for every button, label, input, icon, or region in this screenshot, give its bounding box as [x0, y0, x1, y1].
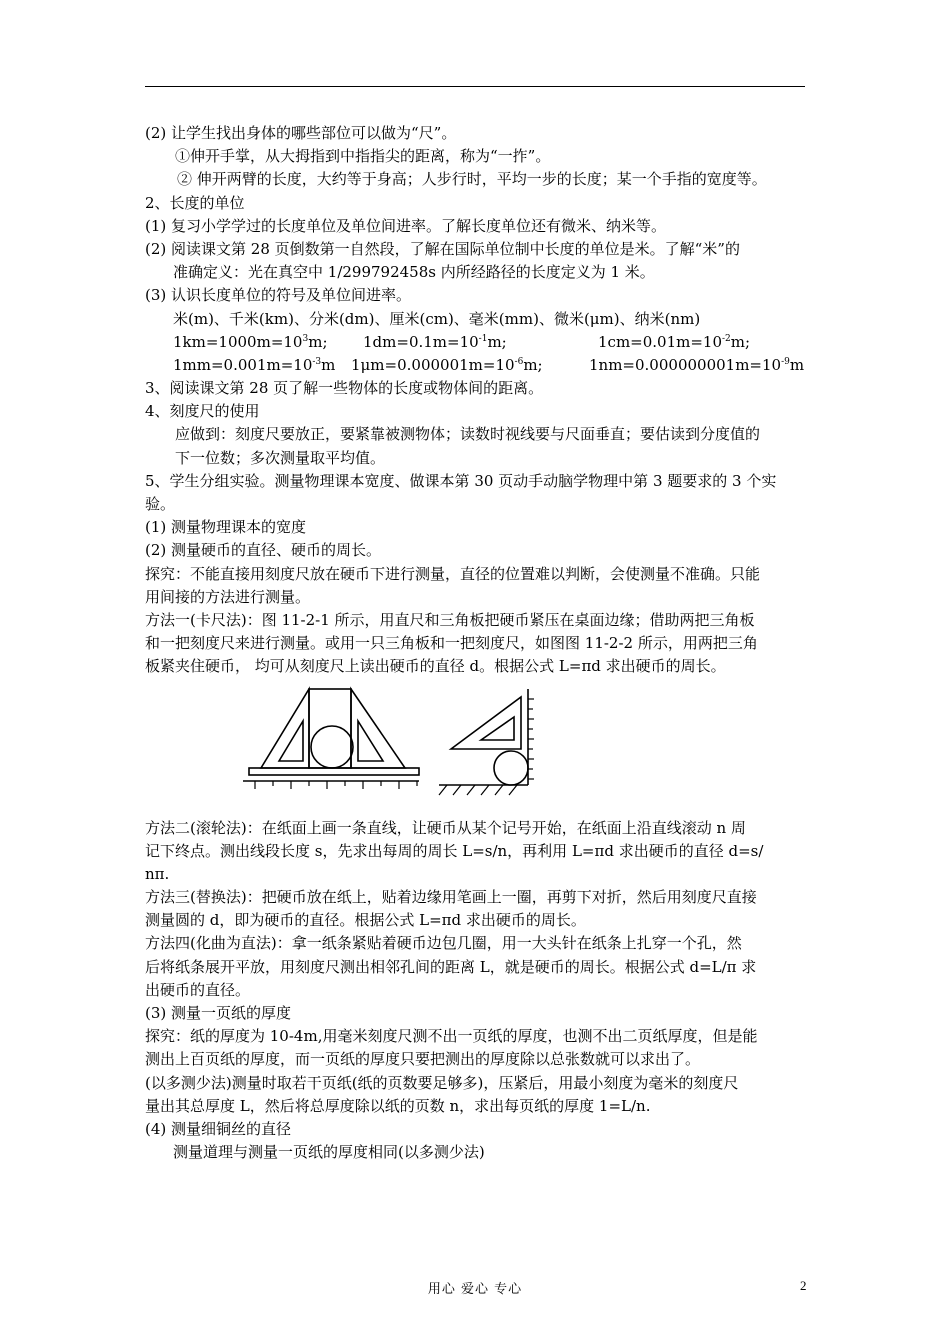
- page-number: 2: [800, 1278, 807, 1293]
- paragraph: (2) 阅读课文第 28 页倒数第一自然段，了解在国际单位制中长度的单位是米。了解“米”的: [145, 239, 740, 258]
- header-rule: [145, 86, 805, 87]
- paragraph: 方法一(卡尺法)：图 11-2-1 所示，用直尺和三角板把硬币紧压在桌面边缘；借助两把三角板: [145, 610, 755, 629]
- paragraph: nπ.: [145, 864, 170, 883]
- paragraph: ①伸开手掌，从大拇指到中指指尖的距离，称为“一拃”。: [175, 147, 551, 166]
- coin-right: [494, 751, 528, 785]
- conversion-nm: $1nm=0.000000001m=10^{-9}m$: [589, 355, 805, 374]
- conversion-cm: $1cm=0.01m=10^{-2}m$;: [598, 332, 751, 351]
- paragraph: 板紧夹住硬币， 均可从刻度尺上读出硬币的直径 d。根据公式 L=πd 求出硬币的周长。: [145, 657, 726, 676]
- coin: [311, 726, 353, 768]
- paragraph: 探究：不能直接用刻度尺放在硬币下进行测量，直径的位置难以判断，会使测量不准确。只能: [145, 564, 761, 583]
- paragraph: 用间接的方法进行测量。: [145, 587, 311, 606]
- conversion-mm: $1mm=0.001m=10^{-3}m$: [173, 355, 336, 374]
- page-footer: [0, 1278, 950, 1298]
- paragraph: 记下终点。测出线段长度 s，先求出每周的周长 L=s/n，再利用 L=πd 求出硬币的直径 d=s/: [145, 841, 764, 860]
- ruler: [249, 768, 419, 775]
- paragraph: 测出上百页纸的厚度，而一页纸的厚度只要把测出的厚度除以总张数就可以求出了。: [145, 1050, 701, 1069]
- paragraph: 验。: [145, 495, 176, 513]
- conversion-km: $1km=1000m=10^3m$;: [173, 332, 328, 351]
- paragraph: 探究：纸的厚度为 10-4m,用毫米刻度尺测不出一页纸的厚度，也测不出二页纸厚度，但是能: [145, 1027, 758, 1046]
- paragraph: 方法二(滚轮法)：在纸面上画一条直线，让硬币从某个记号开始，在纸面上沿直线滚动 n 周: [145, 818, 746, 837]
- section-heading: 3、阅读课文第 28 页了解一些物体的长度或物体间的距离。: [145, 379, 544, 398]
- paragraph: 量出其总厚度 L，然后将总厚度除以纸的页数 n，求出每页纸的厚度 1=L/n.: [145, 1096, 651, 1115]
- right-set-square: [351, 689, 405, 768]
- coin-measurement-illustration: [241, 685, 721, 813]
- paragraph: 方法四(化曲为直法)：拿一纸条紧贴着硬币边包几圈，用一大头针在纸条上扎穿一个孔，然: [145, 934, 742, 953]
- paragraph: 和一把刻度尺来进行测量。或用一只三角板和一把刻度尺，如图图 11-2-2 所示，用两把三角: [145, 634, 758, 653]
- left-set-square-cutout: [279, 721, 303, 761]
- set-square: [451, 697, 521, 749]
- paragraph: 准确定义：光在真空中 1/299792458s 内所经路径的长度定义为 1 米。: [173, 263, 655, 282]
- paragraph: (4) 测量细铜丝的直径: [145, 1119, 292, 1138]
- paragraph: 下一位数；多次测量取平均值。: [175, 448, 386, 467]
- paragraph: (3) 认识长度单位的符号及单位间进率。: [145, 286, 412, 305]
- paragraph: (以多测少法)测量时取若干页纸(纸的页数要足够多)，压紧后，用最小刻度为毫米的刻度尺: [145, 1073, 739, 1092]
- section-heading: 2、长度的单位: [145, 193, 245, 212]
- paragraph: (3) 测量一页纸的厚度: [145, 1004, 292, 1022]
- hatch-marks: [439, 785, 517, 795]
- set-square-cutout: [481, 717, 514, 740]
- left-set-square: [261, 689, 309, 768]
- section-heading: 4、刻度尺的使用: [145, 402, 260, 421]
- paragraph: (1) 复习小学学过的长度单位及单位间进率。了解长度单位还有微米、纳米等。: [145, 216, 667, 235]
- paragraph: 方法三(替换法)：把硬币放在纸上，贴着边缘用笔画上一圈，再剪下对折，然后用刻度尺直接: [145, 888, 757, 907]
- paragraph: ② 伸开两臂的长度，大约等于身高；人步行时，平均一步的长度；某一个手指的宽度等。: [177, 170, 767, 189]
- conversion-row: [145, 354, 810, 377]
- right-set-square-cutout: [358, 721, 383, 761]
- paragraph: 后将纸条展开平放，用刻度尺测出相邻孔间的距离 L，就是硬币的周长。根据公式 d=L/π 求: [145, 957, 757, 976]
- conversion-row: [145, 331, 810, 354]
- conversion-um: $1\mu m=0.000001m=10^{-6}m$;: [351, 355, 543, 374]
- caliper-figure: [145, 685, 810, 813]
- footer-motto: 用心 爱心 专心: [427, 1282, 523, 1297]
- paragraph: (1) 测量物理课本的宽度: [145, 518, 307, 537]
- paragraph: 出硬币的直径。: [145, 980, 251, 999]
- paragraph: (2) 测量硬币的直径、硬币的周长。: [145, 541, 382, 560]
- paragraph: 测量圆的 d，即为硬币的直径。根据公式 L=πd 求出硬币的周长。: [145, 911, 586, 930]
- paragraph: 测量道理与测量一页纸的厚度相同(以多测少法): [173, 1143, 485, 1162]
- center-block: [309, 689, 351, 768]
- unit-list: 米(m)、千米(km)、分米(dm)、厘米(cm)、毫米(mm)、微米(μm)、纳米(nm): [173, 309, 701, 328]
- paragraph: 应做到：刻度尺要放正，要紧靠被测物体；读数时视线要与尺面垂直；要估读到分度值的: [175, 425, 761, 444]
- paragraph: (2) 让学生找出身体的哪些部位可以做为“尺”。: [145, 124, 457, 142]
- conversion-dm: $1dm=0.1m=10^{-1}m$;: [363, 332, 507, 351]
- document-body: [145, 122, 810, 1164]
- section-heading: 5、学生分组实验。测量物理课本宽度、做课本第 30 页动手动脑学物理中第 3 题要求的 3 个实: [145, 471, 777, 490]
